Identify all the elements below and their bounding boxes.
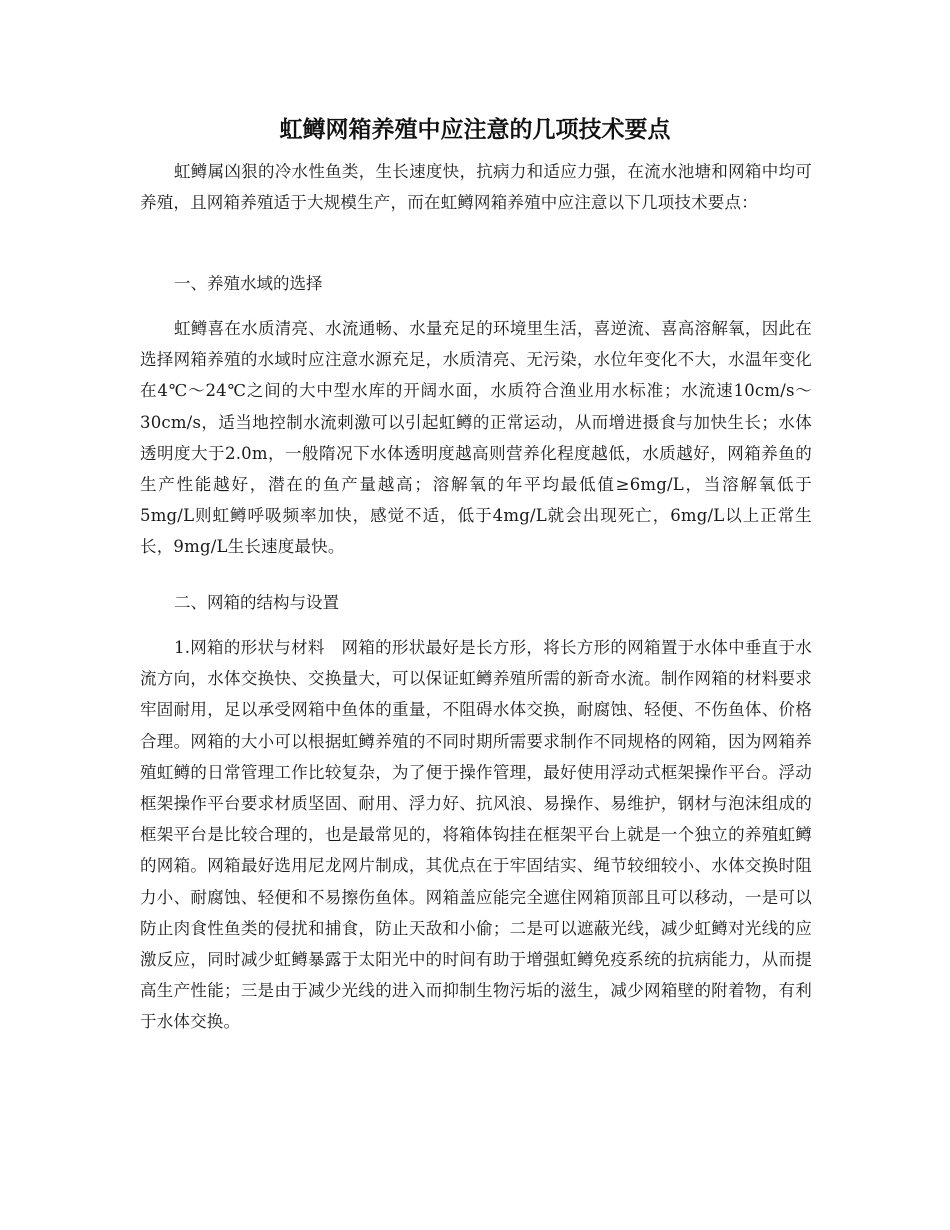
- intro-paragraph: 虹鳟属凶狠的冷水性鱼类，生长速度快，抗病力和适应力强，在流水池塘和网箱中均可养殖，且网箱养殖适于大规模生产，而在虹鳟网箱养殖中应注意以下几项技术要点：: [140, 162, 812, 213]
- section-heading-cage-structure: 二、网箱的结构与设置: [174, 593, 339, 612]
- section-heading-water-selection: 一、养殖水域的选择: [174, 274, 323, 293]
- document-title: 虹鳟网箱养殖中应注意的几项技术要点: [279, 116, 671, 143]
- section-paragraph-water-selection: 虹鳟喜在水质清亮、水流通畅、水量充足的环境里生活，喜逆流、喜高溶解氧，因此在选择网箱养殖的水域时应注意水源充足，水质清亮、无污染，水位年变化不大，水温年变化在4℃～24℃之间的大中型水库的开阔水面，水质符合渔业用水标准；水流速10cm/s～30cm/s，适当地控制水流刺激可以引起虹鳟的正常运动，从而增进摄食与加快生长；水体透明度大于2.0m，一般隋况下水体透明度越高则营养化程度越低，水质越好，网箱养鱼的生产性能越好，潜在的鱼产量越高；溶解氧的年平均最低值≥6mg/L，当溶解氧低于5mg/L则虹鳟呼吸频率加快，感觉不适，低于4mg/L就会出现死亡，6mg/L以上正常生长，9mg/L生长速度最快。: [140, 319, 812, 557]
- section-paragraph-cage-structure: 1.网箱的形状与材料 网箱的形状最好是长方形，将长方形的网箱置于水体中垂直于水流方向，水体交换快、交换量大，可以保证虹鳟养殖所需的新奇水流。制作网箱的材料要求牢固耐用，足以承受网箱中鱼体的重量，不阻碍水体交换，耐腐蚀、轻便、不伤鱼体、价格合理。网箱的大小可以根据虹鳟养殖的不同时期所需要求制作不同规格的网箱，因为网箱养殖虹鳟的日常管理工作比较复杂，为了便于操作管理，最好使用浮动式框架操作平台。浮动框架操作平台要求材质坚固、耐用、浮力好、抗风浪、易操作、易维护，钢材与泡沫组成的框架平台是比较合理的，也是最常见的，将箱体钩挂在框架平台上就是一个独立的养殖虹鳟的网箱。网箱最好选用尼龙网片制成，其优点在于牢固结实、绳节较细较小、水体交换时阻力小、耐腐蚀、轻便和不易擦伤鱼体。网箱盖应能完全遮住网箱顶部且可以移动，一是可以防止肉食性鱼类的侵扰和捕食，防止天敌和小偷；二是可以遮蔽光线，减少虹鳟对光线的应激反应，同时减少虹鳟暴露于太阳光中的时间有助于增强虹鳟免疫系统的抗病能力，从而提高生产性能；三是由于减少光线的进入而抑制生物污垢的滋生，减少网箱壁的附着物，有利于水体交换。: [140, 638, 812, 1032]
